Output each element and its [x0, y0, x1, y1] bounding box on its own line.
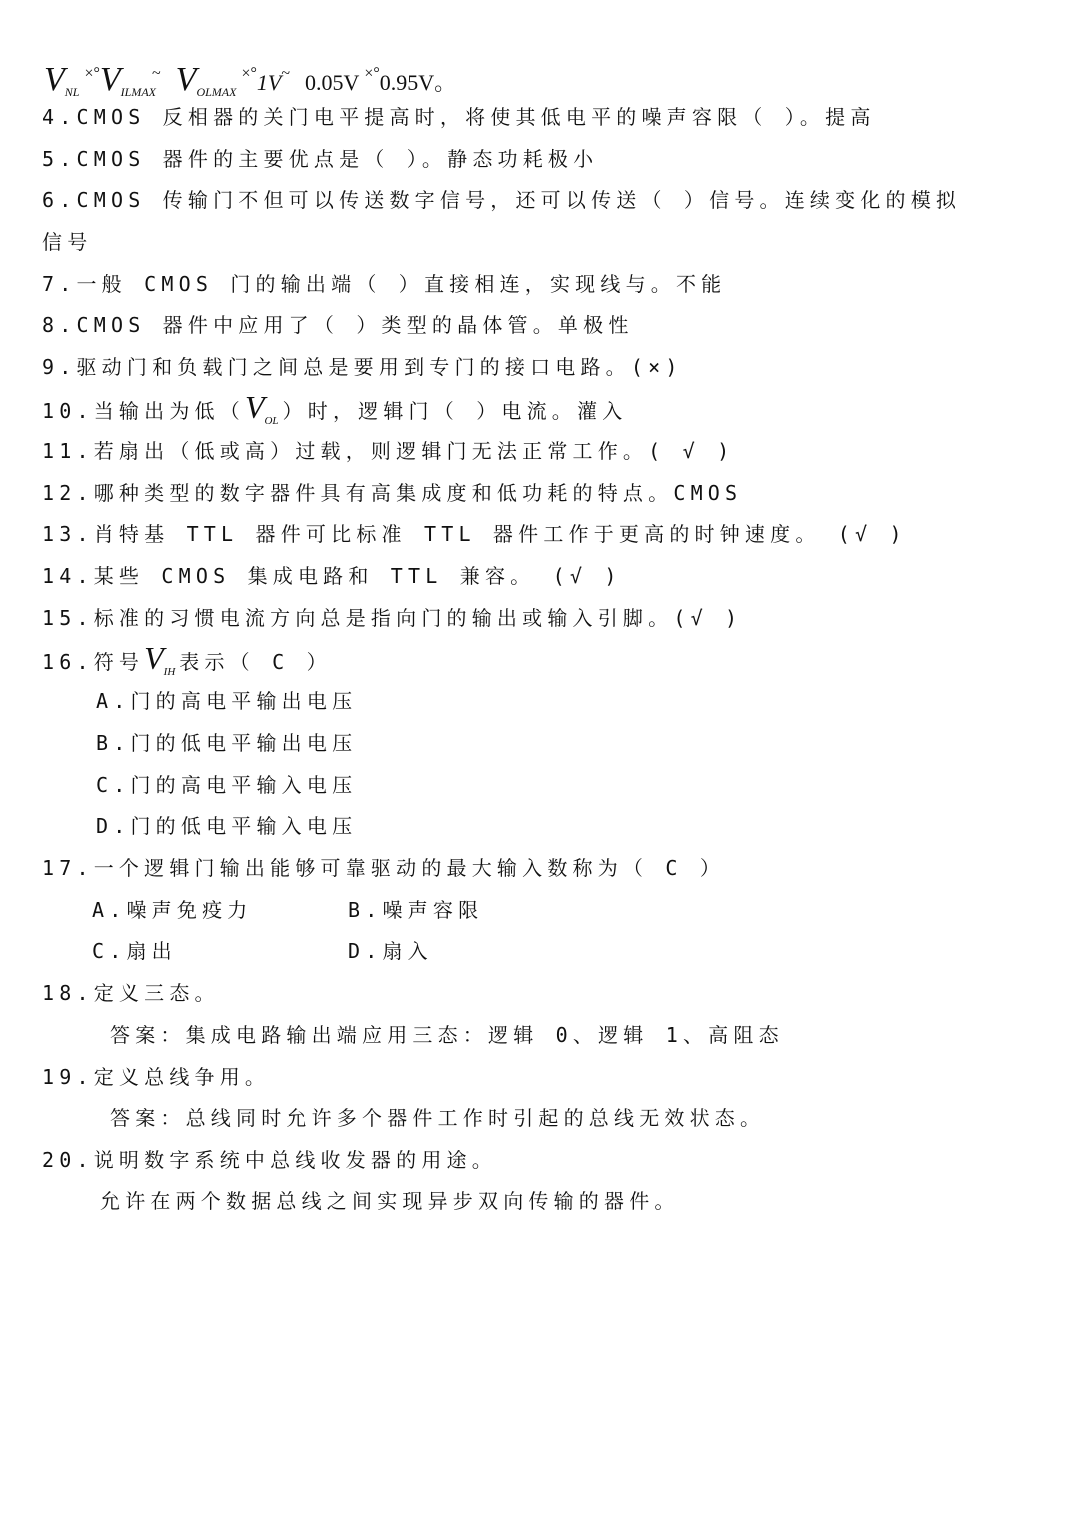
- formula-v1: V: [44, 61, 65, 98]
- answer-18: 答案：集成电路输出端应用三态：逻辑 0、逻辑 1、高阻态: [110, 1023, 784, 1047]
- question-15: 15.标准的习惯电流方向总是指向门的输出或输入引脚。(√ ): [42, 606, 743, 630]
- symbol-sub-ih: IH: [163, 666, 176, 678]
- option-a: A.噪声免疫力: [92, 898, 253, 922]
- formula-tilde1: ~: [152, 65, 161, 82]
- symbol-v-ih: V: [144, 640, 164, 676]
- question-8: 8.CMOS 器件中应用了（ ）类型的晶体管。单极性: [42, 313, 634, 337]
- answer-19: 答案：总线同时允许多个器件工作时引起的总线无效状态。: [110, 1106, 766, 1130]
- option-c: C.门的高电平输入电压: [96, 773, 358, 797]
- formula-sub3: OLMAX: [196, 85, 237, 99]
- question-5: 5.CMOS 器件的主要优点是（ ）。静态功耗极小: [42, 147, 599, 171]
- question-9: 9.驱动门和负载门之间总是要用到专门的接口电路。(×): [42, 355, 683, 379]
- answer-20: 允许在两个数据总线之间实现异步双向传输的器件。: [100, 1189, 680, 1213]
- formula-term1: 1V: [256, 70, 282, 95]
- question-18: 18.定义三态。: [42, 981, 220, 1005]
- formula-value2: 0.95V: [379, 70, 435, 95]
- formula-op2: ×°: [241, 65, 257, 82]
- question-10-prefix: 10.当输出为低（: [42, 399, 245, 423]
- symbol-sub-ol: OL: [264, 415, 279, 427]
- question-12: 12.哪种类型的数字器件具有高集成度和低功耗的特点。CMOS: [42, 481, 743, 505]
- option-b: B.门的低电平输出电压: [96, 731, 358, 755]
- question-19: 19.定义总线争用。: [42, 1065, 271, 1089]
- option-d: D.门的低电平输入电压: [96, 814, 358, 838]
- option-b: B.噪声容限: [348, 898, 484, 922]
- formula-value1: 0.05V: [304, 70, 360, 95]
- question-20: 20.说明数字系统中总线收发器的用途。: [42, 1148, 497, 1172]
- question-6-continued: 信号: [42, 230, 93, 254]
- formula-end: 。: [434, 70, 457, 95]
- question-14: 14.某些 CMOS 集成电路和 TTL 兼容。 (√ ): [42, 564, 622, 588]
- option-d: D.扇入: [348, 939, 433, 963]
- question-7: 7.一般 CMOS 门的输出端（ ）直接相连，实现线与。不能: [42, 272, 727, 296]
- formula-op1: ×°: [84, 65, 100, 82]
- question-10-suffix: ）时，逻辑门（ ）电流。灌入: [282, 399, 628, 423]
- option-c: C.扇出: [92, 939, 177, 963]
- question-11: 11.若扇出（低或高）过载，则逻辑门无法正常工作。( √ ): [42, 439, 735, 463]
- question-16: [42, 640, 332, 685]
- formula-op3: ×°: [364, 65, 380, 82]
- question-6: 6.CMOS 传输门不但可以传送数字信号，还可以传送（ ）信号。连续变化的模拟: [42, 188, 962, 212]
- option-a: A.门的高电平输出电压: [96, 689, 358, 713]
- question-16-suffix: 表示（ C ）: [179, 650, 332, 674]
- question-17: 17.一个逻辑门输出能够可靠驱动的最大输入数称为（ C ）: [42, 856, 726, 880]
- question-13: 13.肖特基 TTL 器件可比标准 TTL 器件工作于更高的时钟速度。 (√ ): [42, 522, 907, 546]
- formula-v2: V: [99, 61, 121, 98]
- question-10: [42, 389, 628, 434]
- question-16-prefix: 16.符号: [42, 650, 145, 674]
- formula-tilde2: ~: [281, 65, 290, 82]
- symbol-v-ol: V: [244, 389, 265, 425]
- formula-sub1: NL: [64, 85, 80, 99]
- question-4: 4.CMOS 反相器的关门电平提高时，将使其低电平的噪声容限（ ）。提高: [42, 105, 876, 129]
- formula-v3: V: [175, 61, 197, 98]
- formula-sub2: ILMAX: [120, 85, 156, 99]
